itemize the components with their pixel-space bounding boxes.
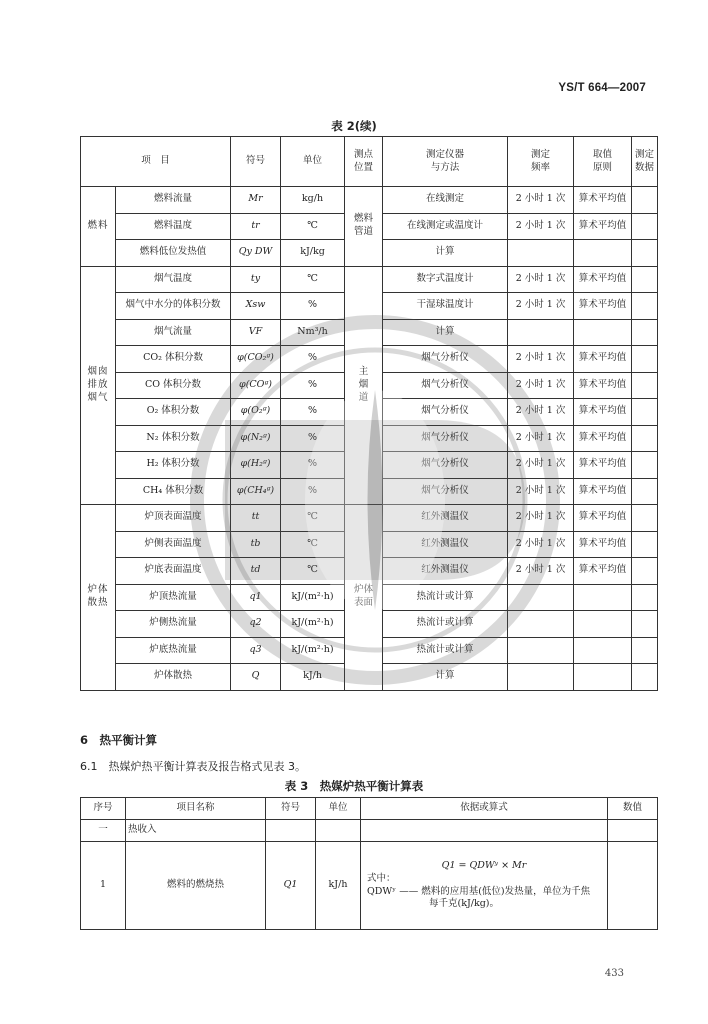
table2-symbol: φ(CH₄ᵍ) [231,478,281,505]
table2-method: 红外测温仪 [383,558,508,585]
table3 [80,797,658,930]
table2-header-row [81,137,658,187]
table2-data [632,372,658,399]
table2-unit: kJ/kg [281,240,345,267]
table2-rule: 算术平均值 [574,187,632,214]
t3-col-formula: 依据或算式 [361,798,608,820]
t3-col-name: 项目名称 [126,798,266,820]
table2-rule [574,584,632,611]
table2-unit: % [281,372,345,399]
page-number: 433 [604,968,624,979]
col-header-method: 测定仪器 与方法 [383,137,508,187]
table2-data [632,266,658,293]
table2-method: 烟气分析仪 [383,452,508,479]
table2-unit: Nm³/h [281,319,345,346]
table2-frequency [508,611,574,638]
table2-item: H₂ 体积分数 [116,452,231,479]
table2-row [81,187,658,214]
table2-data [632,452,658,479]
table2-item: CO 体积分数 [116,372,231,399]
table2-rule: 算术平均值 [574,452,632,479]
table2-frequency: 2 小时 1 次 [508,531,574,558]
table2-data [632,240,658,267]
table2-item: 燃料温度 [116,213,231,240]
table2-category: 烟囱 排放 烟气 [81,266,116,505]
table2-frequency: 2 小时 1 次 [508,399,574,426]
table2-symbol: Q [231,664,281,691]
section6-paragraph: 6.1 热媒炉热平衡计算表及报告格式见表 3。 [80,760,306,773]
t3-row1-unit: kJ/h [316,842,361,930]
table3-caption: 表 3 热媒炉热平衡计算表 [284,779,424,793]
table2-frequency [508,664,574,691]
t3-section-no: 一 [81,820,126,842]
table2-item: 烟气流量 [116,319,231,346]
table2-symbol: tr [231,213,281,240]
col-header-frequency: 测定 频率 [508,137,574,187]
col-header-rule: 取值 原则 [574,137,632,187]
table2-item: 炉顶热流量 [116,584,231,611]
table2-unit: ℃ [281,266,345,293]
table2-row [81,505,658,532]
table2-method: 热流计或计算 [383,584,508,611]
table2-data [632,637,658,664]
table2-item: N₂ 体积分数 [116,425,231,452]
t3-row1-name: 燃料的燃烧热 [126,842,266,930]
table2-frequency: 2 小时 1 次 [508,478,574,505]
table2-method: 在线测定或温度计 [383,213,508,240]
table2-unit: % [281,293,345,320]
t3-row1-symbol: Q1 [266,842,316,930]
table2-item: 烟气中水分的体积分数 [116,293,231,320]
table2-symbol: Qy DW [231,240,281,267]
table2-method: 热流计或计算 [383,637,508,664]
table2-unit: kJ/(m²·h) [281,611,345,638]
table2-unit: kJ/(m²·h) [281,584,345,611]
table2-method: 烟气分析仪 [383,372,508,399]
t3-def-line1: QDWʸ —— 燃料的应用基(低位)发热量，单位为千焦 [367,885,591,897]
table2-data [632,611,658,638]
table2-frequency: 2 小时 1 次 [508,505,574,532]
table2-data [632,187,658,214]
table2-symbol: tt [231,505,281,532]
table2-method: 数字式温度计 [383,266,508,293]
table2-frequency [508,584,574,611]
table2-unit: % [281,346,345,373]
table2-data [632,399,658,426]
t3-where: 式中： [367,872,396,884]
table2-rule [574,664,632,691]
table2-rule [574,319,632,346]
table2-category: 燃料 [81,187,116,267]
t3-col-no: 序号 [81,798,126,820]
table2-item: 炉侧热流量 [116,611,231,638]
table2-location: 燃料 管道 [345,187,383,267]
table2-method: 计算 [383,319,508,346]
table2-item: 炉顶表面温度 [116,505,231,532]
table2-unit: ℃ [281,505,345,532]
table2-rule: 算术平均值 [574,505,632,532]
table2-symbol: φ(CO₂ᵍ) [231,346,281,373]
table2-item: O₂ 体积分数 [116,399,231,426]
table2-symbol: φ(COᵍ) [231,372,281,399]
table2-rule: 算术平均值 [574,346,632,373]
table2-data [632,531,658,558]
table2-symbol: Mr [231,187,281,214]
table2-unit: ℃ [281,531,345,558]
table2-unit: % [281,425,345,452]
table2-frequency: 2 小时 1 次 [508,266,574,293]
table2-symbol: VF [231,319,281,346]
table2-symbol: φ(O₂ᵍ) [231,399,281,426]
table2-item: 燃料低位发热值 [116,240,231,267]
table2-symbol: ty [231,266,281,293]
table2-method: 计算 [383,240,508,267]
t3-section-row [81,820,658,842]
table2-frequency: 2 小时 1 次 [508,425,574,452]
t3-def-line2: 每千克(kJ/kg)。 [429,898,500,910]
table2-data [632,293,658,320]
table2-method: 红外测温仪 [383,531,508,558]
table2-frequency [508,637,574,664]
t3-row1-formula [361,842,608,930]
table2-symbol: Xsw [231,293,281,320]
table2-item: 炉底热流量 [116,637,231,664]
table2-rule: 算术平均值 [574,266,632,293]
table2-frequency: 2 小时 1 次 [508,213,574,240]
table2-unit: % [281,478,345,505]
t3-formula: Q1 = QDWʸ × Mr [441,859,527,871]
table2 [80,136,658,691]
table2-item: CO₂ 体积分数 [116,346,231,373]
table2-unit: kJ/h [281,664,345,691]
table2-row [81,266,658,293]
table2-rule [574,240,632,267]
table2-unit: ℃ [281,213,345,240]
table2-frequency: 2 小时 1 次 [508,558,574,585]
table2-item: CH₄ 体积分数 [116,478,231,505]
table2-frequency: 2 小时 1 次 [508,293,574,320]
table2-rule: 算术平均值 [574,399,632,426]
table2-frequency: 2 小时 1 次 [508,187,574,214]
table2-method: 烟气分析仪 [383,478,508,505]
table2-frequency: 2 小时 1 次 [508,452,574,479]
table2-location: 炉体 表面 [345,505,383,691]
table2-data [632,505,658,532]
t3-row-1 [81,842,658,930]
table2-data [632,425,658,452]
table2-method: 干湿球温度计 [383,293,508,320]
col-header-data: 测定 数据 [632,137,658,187]
table2-unit: kJ/(m²·h) [281,637,345,664]
table2-rule: 算术平均值 [574,213,632,240]
table2-data [632,346,658,373]
table2-rule: 算术平均值 [574,478,632,505]
table2-rule: 算术平均值 [574,531,632,558]
table2-location: 主 烟 道 [345,266,383,505]
table2-symbol: q3 [231,637,281,664]
t3-row1-value [608,842,658,930]
table2-item: 炉侧表面温度 [116,531,231,558]
table2-symbol: φ(N₂ᵍ) [231,425,281,452]
standard-code: YS/T 664—2007 [558,82,646,94]
table2-frequency: 2 小时 1 次 [508,346,574,373]
t3-row1-no: 1 [81,842,126,930]
col-header-item: 项 目 [81,137,231,187]
table2-data [632,213,658,240]
t3-col-symbol: 符号 [266,798,316,820]
table2-method: 烟气分析仪 [383,425,508,452]
table2-method: 热流计或计算 [383,611,508,638]
t3-section-name: 热收入 [126,820,266,842]
table2-frequency: 2 小时 1 次 [508,372,574,399]
table2-unit: % [281,399,345,426]
table2-symbol: tb [231,531,281,558]
table2-item: 炉底表面温度 [116,558,231,585]
t3-col-unit: 单位 [316,798,361,820]
table3-header-row [81,798,658,820]
table2-data [632,558,658,585]
table2-frequency [508,240,574,267]
table2-item: 炉体散热 [116,664,231,691]
table2-rule [574,611,632,638]
table2-method: 烟气分析仪 [383,399,508,426]
table2-symbol: q2 [231,611,281,638]
table2-caption: 表 2(续) [331,119,377,133]
t3-col-value: 数值 [608,798,658,820]
table2-item: 烟气温度 [116,266,231,293]
table2-item: 燃料流量 [116,187,231,214]
table2-data [632,478,658,505]
table2-rule: 算术平均值 [574,558,632,585]
table2-symbol: q1 [231,584,281,611]
section6-heading: 6 热平衡计算 [80,733,158,747]
table2-method: 计算 [383,664,508,691]
table2-symbol: φ(H₂ᵍ) [231,452,281,479]
table2-method: 在线测定 [383,187,508,214]
table2-data [632,584,658,611]
table2-unit: ℃ [281,558,345,585]
table2-rule [574,637,632,664]
col-header-location: 测点 位置 [345,137,383,187]
col-header-unit: 单位 [281,137,345,187]
table2-method: 烟气分析仪 [383,346,508,373]
table2-data [632,319,658,346]
table2-rule: 算术平均值 [574,293,632,320]
table2-data [632,664,658,691]
table2-symbol: td [231,558,281,585]
col-header-symbol: 符号 [231,137,281,187]
table2-rule: 算术平均值 [574,372,632,399]
table2-unit: % [281,452,345,479]
table2-frequency [508,319,574,346]
table2-category: 炉体 散热 [81,505,116,691]
table2-unit: kg/h [281,187,345,214]
table2-method: 红外测温仪 [383,505,508,532]
table2-rule: 算术平均值 [574,425,632,452]
